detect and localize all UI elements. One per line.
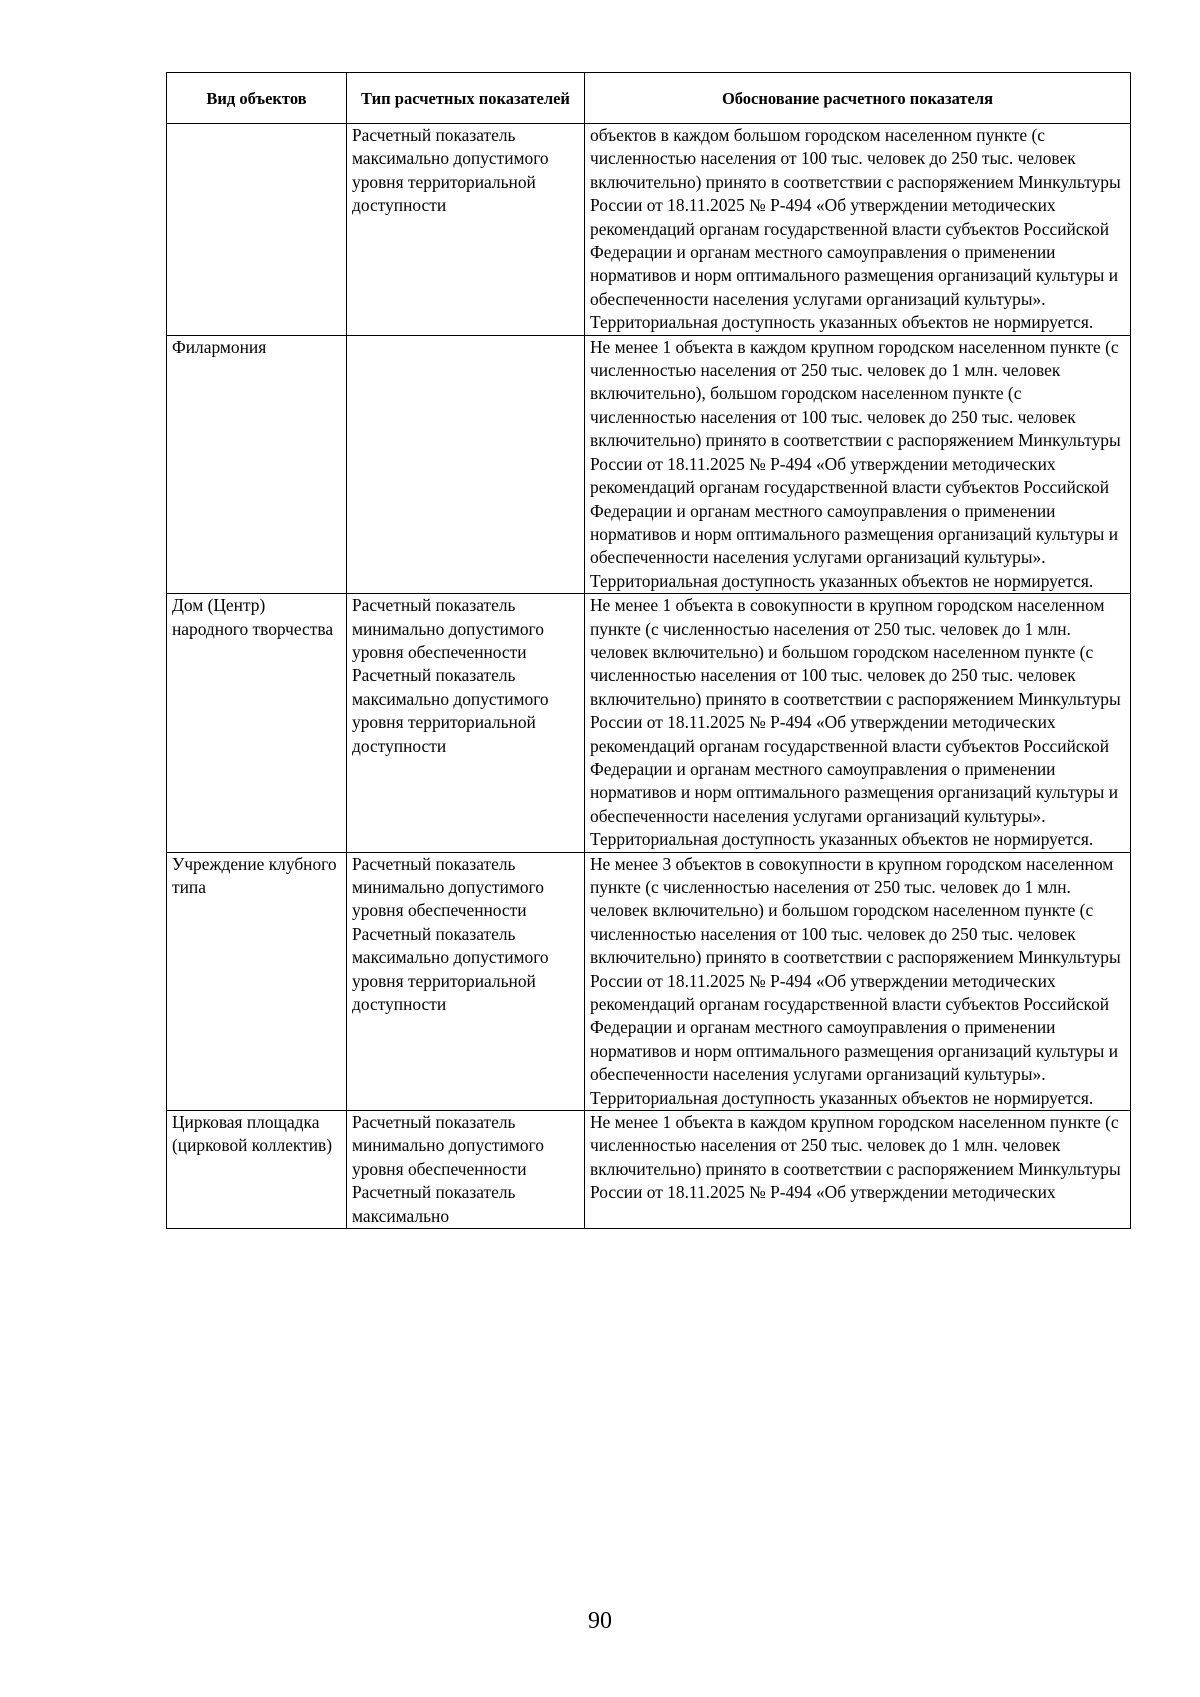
- cell-justification: [585, 335, 1131, 593]
- indicator-type: Расчетный показатель максимально допустимого уровня территориальной доступности: [352, 665, 549, 756]
- justification-paragraph: объектов в каждом большом городском населенном пункте (с численностью населения от 100 тыс. человек до 250 тыс. человек включительно) принято в соответствии с распоряжением Минкультуры России от 18.11.2025 № Р-494 «Об утверждении методических рекомендаций органам государственной власти субъектов Российской Федерации и органам местного самоуправления о применении нормативов и норм оптимального размещения организаций культуры и обеспеченности населения услугами организаций культуры».: [590, 125, 1121, 309]
- cell-indicator-types: [347, 124, 585, 336]
- justification-paragraph: Не менее 1 объекта в каждом крупном городском населенном пункте (с численностью населения от 250 тыс. человек до 1 млн. человек включительно), большом городском населенном пункте (с численностью населения от 100 тыс. человек до 250 тыс. человек включительно) принято в соответствии с распоряжением Минкультуры России от 18.11.2025 № Р-494 «Об утверждении методических рекомендаций органам государственной власти субъектов Российской Федерации и органам местного самоуправления о применении нормативов и норм оптимального размещения организаций культуры и обеспеченности населения услугами организаций культуры».: [590, 336, 1121, 568]
- standards-table: [166, 72, 1131, 1229]
- header-object-type: Вид объектов: [167, 73, 347, 124]
- page-number: 90: [588, 1608, 612, 1634]
- indicator-type: Расчетный показатель максимально: [352, 1182, 516, 1226]
- cell-justification: [585, 852, 1131, 1110]
- justification-paragraph: Территориальная доступность указанных объектов не нормируется.: [590, 312, 1094, 333]
- cell-object: Учреждение клубного типа: [167, 852, 347, 1110]
- table-row: [167, 852, 1131, 1110]
- cell-indicator-types: [347, 852, 585, 1110]
- justification-paragraph: Территориальная доступность указанных объектов не нормируется.: [590, 570, 1094, 591]
- cell-indicator-types: [347, 594, 585, 852]
- cell-object: Филармония: [167, 335, 347, 593]
- cell-indicator-types: [347, 335, 585, 593]
- table-row: [167, 594, 1131, 852]
- justification-paragraph: Не менее 1 объекта в каждом крупном городском населенном пункте (с численностью населения от 250 тыс. человек до 1 млн. человек включительно) принято в соответствии с распоряжением Минкультуры России от 18.11.2025 № Р-494 «Об утверждении методических: [590, 1112, 1121, 1203]
- table-header-row: [167, 73, 1131, 124]
- header-justification: Обоснование расчетного показателя: [585, 73, 1131, 124]
- table-row: [167, 335, 1131, 593]
- cell-object: Дом (Центр) народного творчества: [167, 594, 347, 852]
- table-row: [167, 124, 1131, 336]
- cell-justification: [585, 1111, 1131, 1229]
- cell-justification: [585, 124, 1131, 336]
- justification-paragraph: Не менее 1 объекта в совокупности в крупном городском населенном пункте (с численностью населения от 250 тыс. человек до 1 млн. человек включительно) и большом городском населенном пункте (с численностью населения от 100 тыс. человек до 250 тыс. человек включительно) принято в соответствии с распоряжением Минкультуры России от 18.11.2025 № Р-494 «Об утверждении методических рекомендаций органам государственной власти субъектов Российской Федерации и органам местного самоуправления о применении нормативов и норм оптимального размещения организаций культуры и обеспеченности населения услугами организаций культуры».: [590, 595, 1121, 826]
- cell-object: [167, 124, 347, 336]
- cell-justification: [585, 594, 1131, 852]
- cell-object: Цирковая площадка (цирковой коллектив): [167, 1111, 347, 1229]
- justification-paragraph: Не менее 3 объектов в совокупности в крупном городском населенном пункте (с численностью населения от 250 тыс. человек до 1 млн. человек включительно) и большом городском населенном пункте (с численностью населения от 100 тыс. человек до 250 тыс. человек включительно) принято в соответствии с распоряжением Минкультуры России от 18.11.2025 № Р-494 «Об утверждении методических рекомендаций органам государственной власти субъектов Российской Федерации и органам местного самоуправления о применении нормативов и норм оптимального размещения организаций культуры и обеспеченности населения услугами организаций культуры».: [590, 853, 1121, 1085]
- cell-indicator-types: [347, 1111, 585, 1229]
- justification-paragraph: Территориальная доступность указанных объектов не нормируется.: [590, 1087, 1094, 1108]
- indicator-type: Расчетный показатель минимально допустимого уровня обеспеченности: [352, 595, 544, 662]
- indicator-type: Расчетный показатель максимально допустимого уровня территориальной доступности: [352, 923, 549, 1015]
- indicator-type: Расчетный показатель максимально допустимого уровня территориальной доступности: [352, 125, 549, 216]
- header-indicator-type: Тип расчетных показателей: [347, 73, 585, 124]
- table-row: [167, 1111, 1131, 1229]
- indicator-type: Расчетный показатель минимально допустимого уровня обеспеченности: [352, 853, 544, 921]
- indicator-type: Расчетный показатель минимально допустимого уровня обеспеченности: [352, 1112, 544, 1179]
- justification-paragraph: Территориальная доступность указанных объектов не нормируется.: [590, 829, 1094, 850]
